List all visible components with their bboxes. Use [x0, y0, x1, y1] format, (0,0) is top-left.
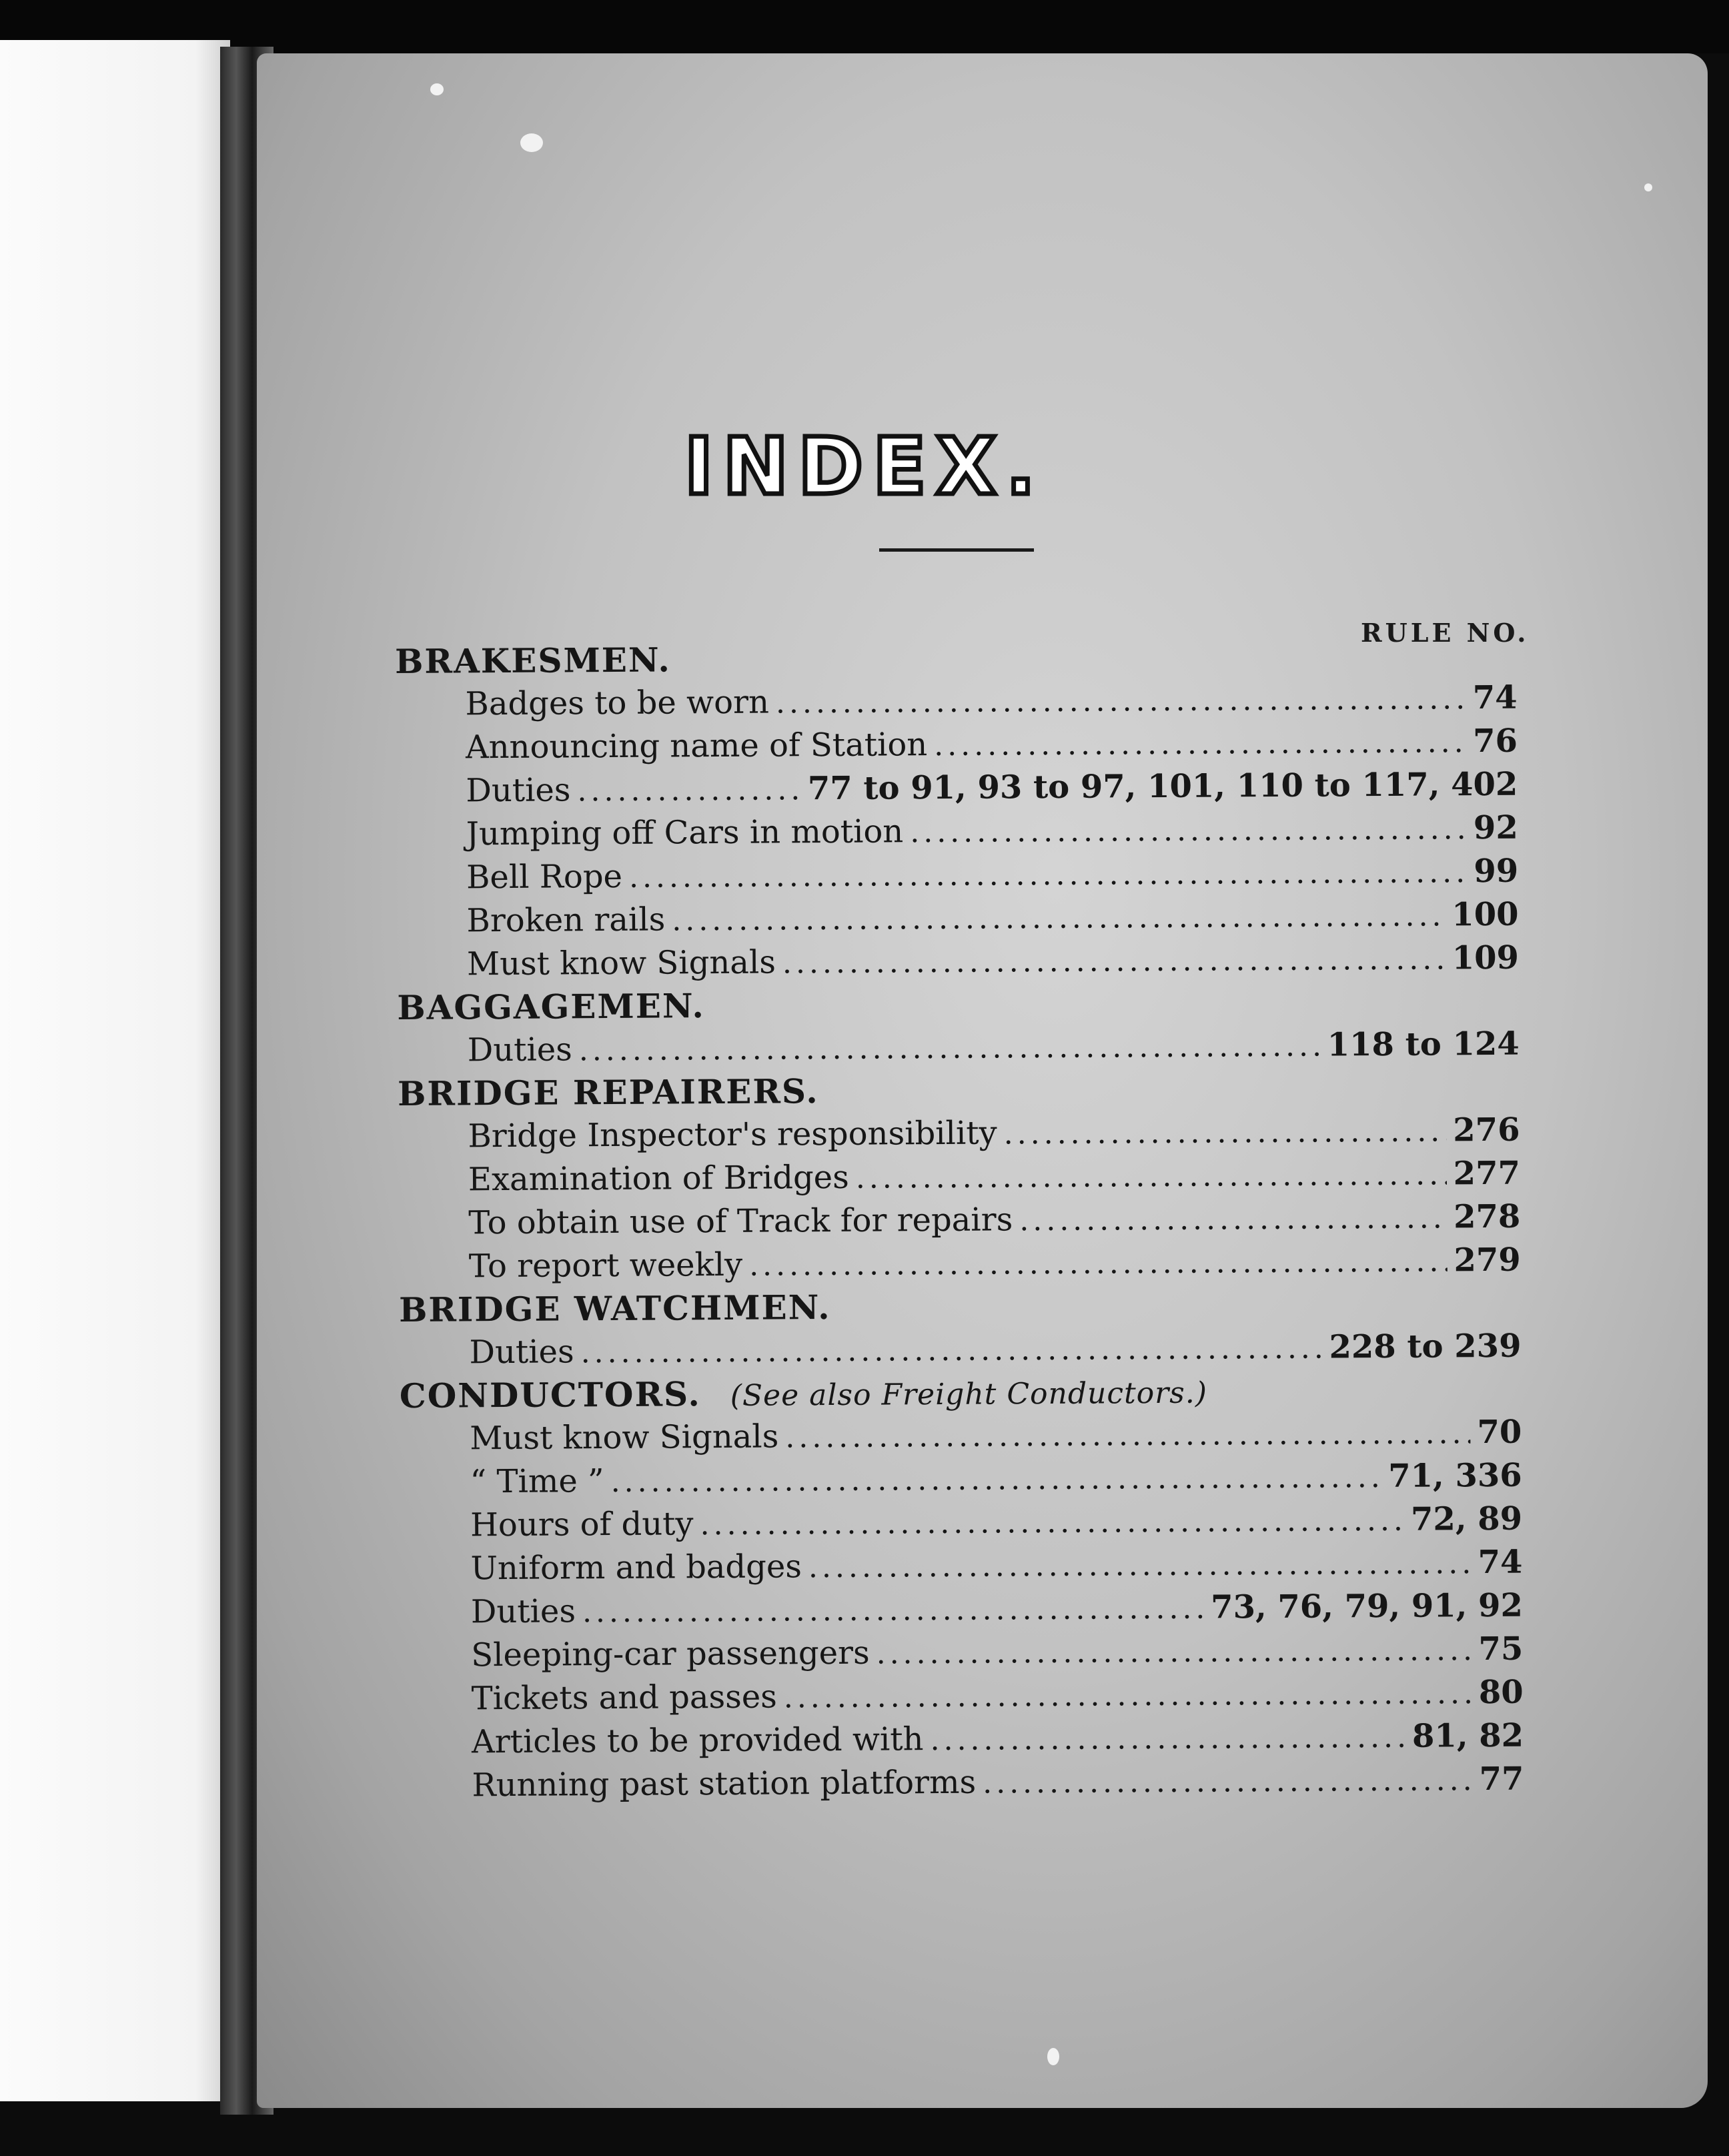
dot-leader [1003, 1109, 1446, 1155]
dot-leader [808, 1542, 1472, 1589]
entry-rule-number: 70 [1477, 1413, 1522, 1452]
dot-leader [934, 720, 1466, 767]
dot-leader [776, 677, 1466, 724]
index-entry [399, 1239, 1521, 1289]
dot-leader [876, 1628, 1472, 1675]
dot-leader [582, 1587, 1205, 1634]
index-section [398, 1066, 1521, 1289]
entry-rule-number: 109 [1452, 939, 1520, 977]
entry-rule-number: 279 [1454, 1241, 1521, 1279]
entry-label: Tickets and passes [471, 1678, 777, 1718]
index-section [399, 1282, 1522, 1375]
index-entry [396, 763, 1518, 813]
section-heading [395, 634, 1517, 683]
index-entry [396, 720, 1518, 770]
entry-rule-number: 278 [1453, 1197, 1521, 1236]
paper-speck [430, 83, 444, 95]
index-entry [396, 806, 1518, 857]
index-entry [397, 937, 1519, 987]
entry-label: Jumping off Cars in motion [466, 813, 904, 853]
entry-label: Uniform and badges [470, 1548, 802, 1588]
entry-label: Must know Signals [470, 1418, 779, 1458]
entry-rule-number: 72, 89 [1410, 1500, 1523, 1538]
section-heading-text: CONDUCTORS. [399, 1374, 701, 1416]
entry-rule-number: 99 [1474, 852, 1519, 891]
dot-leader [580, 1327, 1322, 1375]
entry-rule-number: 77 to 91, 93 to 97, 101, 110 to 117, 402 [807, 765, 1518, 808]
paper-speck [1644, 183, 1652, 191]
index-list [395, 634, 1524, 1808]
entry-label: To report weekly [468, 1245, 743, 1285]
section-heading-text: BAGGAGEMEN. [397, 986, 705, 1027]
index-entry [402, 1714, 1524, 1764]
dot-leader [785, 1412, 1471, 1459]
entry-label: Badges to be worn [465, 683, 770, 723]
index-entry [396, 850, 1518, 900]
facing-blank-page [0, 40, 230, 2101]
index-entry [400, 1498, 1522, 1548]
index-entry [395, 676, 1517, 726]
dot-leader [579, 1025, 1321, 1073]
entry-rule-number: 75 [1478, 1630, 1524, 1668]
dot-leader [672, 894, 1445, 942]
index-entry [400, 1541, 1522, 1591]
dot-leader [749, 1239, 1448, 1287]
index-section [397, 980, 1520, 1073]
dot-leader [700, 1499, 1404, 1546]
entry-label: Sleeping-car passengers [471, 1634, 870, 1674]
dot-leader [629, 851, 1468, 899]
entry-rule-number: 277 [1453, 1154, 1521, 1193]
dot-leader [910, 807, 1467, 854]
entry-label: Hours of duty [470, 1505, 694, 1544]
entry-label: Announcing name of Station [465, 726, 928, 766]
entry-rule-number: 77 [1479, 1760, 1524, 1798]
dot-leader [930, 1716, 1405, 1762]
entry-label: Duties [469, 1333, 574, 1372]
entry-label: Duties [470, 1592, 576, 1631]
entry-label: Must know Signals [466, 943, 776, 983]
entry-label: Broken rails [466, 901, 666, 940]
paper-speck [520, 133, 543, 152]
index-entry [396, 893, 1518, 943]
index-entry [401, 1584, 1523, 1634]
index-section [400, 1368, 1524, 1808]
entry-rule-number: 73, 76, 79, 91, 92 [1211, 1586, 1524, 1626]
section-heading-text: BRIDGE REPAIRERS. [397, 1071, 819, 1113]
entry-rule-number: 118 to 124 [1327, 1025, 1520, 1064]
paper-speck [1047, 2048, 1059, 2065]
index-entry [400, 1454, 1522, 1504]
index-entry [398, 1195, 1520, 1245]
entry-rule-number: 74 [1478, 1543, 1523, 1582]
section-heading-text: BRAKESMEN. [395, 640, 672, 681]
entry-rule-number: 80 [1478, 1673, 1524, 1712]
entry-label: Articles to be provided with [471, 1720, 924, 1761]
entry-rule-number: 74 [1472, 678, 1518, 717]
index-section [395, 634, 1519, 987]
index-entry [398, 1109, 1520, 1159]
index-entry [401, 1671, 1523, 1721]
dot-leader [610, 1456, 1381, 1504]
section-cross-reference-note: (See also Freight Conductors.) [730, 1376, 1208, 1413]
section-heading-text: BRIDGE WATCHMEN. [398, 1287, 831, 1329]
index-entry [400, 1411, 1522, 1461]
title-underline [879, 548, 1034, 552]
page-title: INDEX. [684, 420, 1045, 512]
entry-label: “ Time ” [470, 1462, 604, 1501]
section-heading [400, 1368, 1522, 1418]
entry-label: Running past station platforms [472, 1763, 977, 1804]
dot-leader [782, 937, 1446, 985]
entry-rule-number: 71, 336 [1388, 1456, 1522, 1495]
entry-rule-number: 100 [1452, 895, 1519, 934]
entry-rule-number: 81, 82 [1411, 1716, 1524, 1755]
entry-label: To obtain use of Track for repairs [468, 1201, 1013, 1242]
dot-leader [784, 1672, 1472, 1719]
section-heading [399, 1282, 1521, 1331]
section-heading [398, 1066, 1520, 1115]
section-heading [397, 980, 1519, 1029]
entry-label: Duties [467, 1031, 573, 1069]
scan-top-border [0, 0, 1729, 53]
entry-rule-number: 276 [1453, 1111, 1520, 1149]
index-entry [398, 1152, 1520, 1202]
index-entry [401, 1628, 1523, 1678]
entry-rule-number: 76 [1472, 722, 1518, 760]
entry-label: Bridge Inspector's responsibility [468, 1114, 997, 1155]
dot-leader [577, 768, 801, 813]
entry-label: Examination of Bridges [468, 1158, 849, 1199]
index-entry [398, 1023, 1520, 1073]
entry-label: Bell Rope [466, 857, 623, 897]
column-header-rule-no: RULE NO. [1361, 618, 1530, 648]
entry-rule-number: 92 [1473, 808, 1518, 847]
index-entry [402, 1758, 1524, 1808]
entry-label: Duties [466, 771, 571, 810]
index-entry [399, 1325, 1521, 1375]
dot-leader [856, 1153, 1447, 1199]
dot-leader [1019, 1196, 1447, 1242]
entry-rule-number: 228 to 239 [1329, 1327, 1522, 1366]
dot-leader [983, 1758, 1473, 1804]
